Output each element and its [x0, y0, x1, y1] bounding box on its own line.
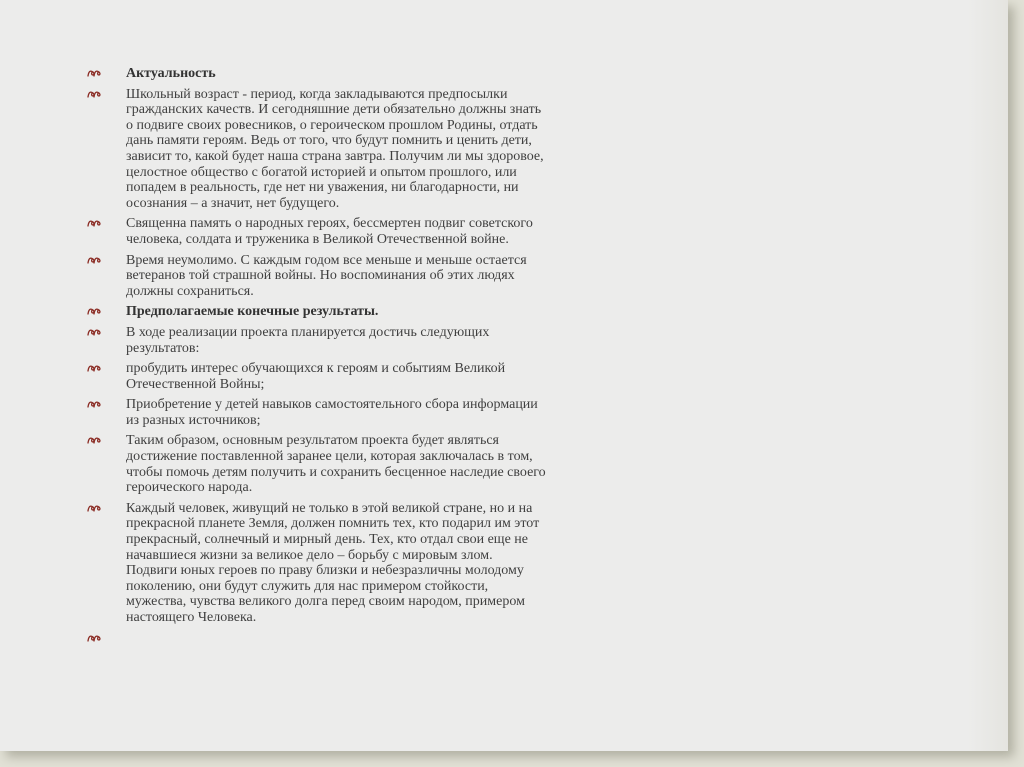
- bullet-item: [86, 361, 546, 392]
- curl-bullet-icon: [86, 398, 102, 410]
- curl-bullet-icon: [86, 88, 102, 100]
- bullet-item: [86, 433, 546, 495]
- bullet-text: Время неумолимо. С каждым годом все меньше и меньше остается ветеранов той страшной войны. Но воспоминания об этих людях должны сохраниться.: [126, 252, 527, 299]
- curl-bullet-icon: [86, 434, 102, 446]
- bullet-item: [86, 397, 546, 428]
- bullet-item: [86, 87, 546, 212]
- bullet-item: [86, 501, 546, 626]
- curl-bullet-icon: [86, 217, 102, 229]
- curl-bullet-icon: [86, 305, 102, 317]
- bullet-text: Священна память о народных героях, бессмертен подвиг советского человека, солдата и труженика в Великой Отечественной войне.: [126, 216, 533, 247]
- curl-bullet-icon: [86, 502, 102, 514]
- bullet-text: Школьный возраст - период, когда закладываются предпосылки гражданских качеств. И сегодняшние дети обязательно должны знать о подвиге своих ровесников, о героическом прошлом Родины, отдать дань памяти героям. Ведь от того, что будут помнить и ценить дети, зависит то, какой будет наша страна завтра. Получим ли мы здоровое, целостное общество с богатой историей и опытом прошлого, или попадем в реальность, где нет ни уважения, ни благодарности, ни осознания – а значит, нет будущего.: [126, 86, 544, 211]
- bullet-text: Каждый человек, живущий не только в этой великой стране, но и на прекрасной планете Земля, должен помнить тех, кто подарил им этот прекрасный, солнечный и мирный день. Тех, кто отдал свои еще не начавшиеся жизни за великое дело – борьбу с мировым злом. Подвиги юных героев по праву близки и небезразличны молодому поколению, они будут служить для нас примером стойкости, мужества, чувства великого долга перед своим народом, примером настоящего Человека.: [126, 500, 540, 625]
- curl-bullet-icon: [86, 326, 102, 338]
- bullet-item: [86, 216, 546, 247]
- bullet-text: Приобретение у детей навыков самостоятельного сбора информации из разных источников;: [126, 397, 538, 428]
- curl-bullet-icon: [86, 362, 102, 374]
- bullet-item: [86, 631, 546, 646]
- bullet-item: [86, 304, 546, 320]
- bullet-text: В ходе реализации проекта планируется достичь следующих результатов:: [126, 324, 490, 356]
- curl-bullet-icon: [86, 67, 102, 79]
- bullet-text: Таким образом, основным результатом проекта будет являться достижение поставленной заранее цели, которая заключалась в том, чтобы помочь детям получить и сохранить бесценное наследие своего героического народа.: [126, 433, 546, 496]
- bullet-item: [86, 66, 546, 82]
- bullet-text: пробудить интерес обучающихся к героям и событиям Великой Отечественной Войны;: [126, 361, 506, 392]
- bullet-list: [86, 66, 546, 651]
- bullet-item: [86, 253, 546, 300]
- curl-bullet-icon: [86, 254, 102, 266]
- bullet-item: [86, 325, 546, 356]
- bullet-text: Актуальность: [126, 66, 216, 81]
- curl-bullet-icon: [86, 632, 102, 644]
- bullet-text: Предполагаемые конечные результаты.: [126, 304, 379, 320]
